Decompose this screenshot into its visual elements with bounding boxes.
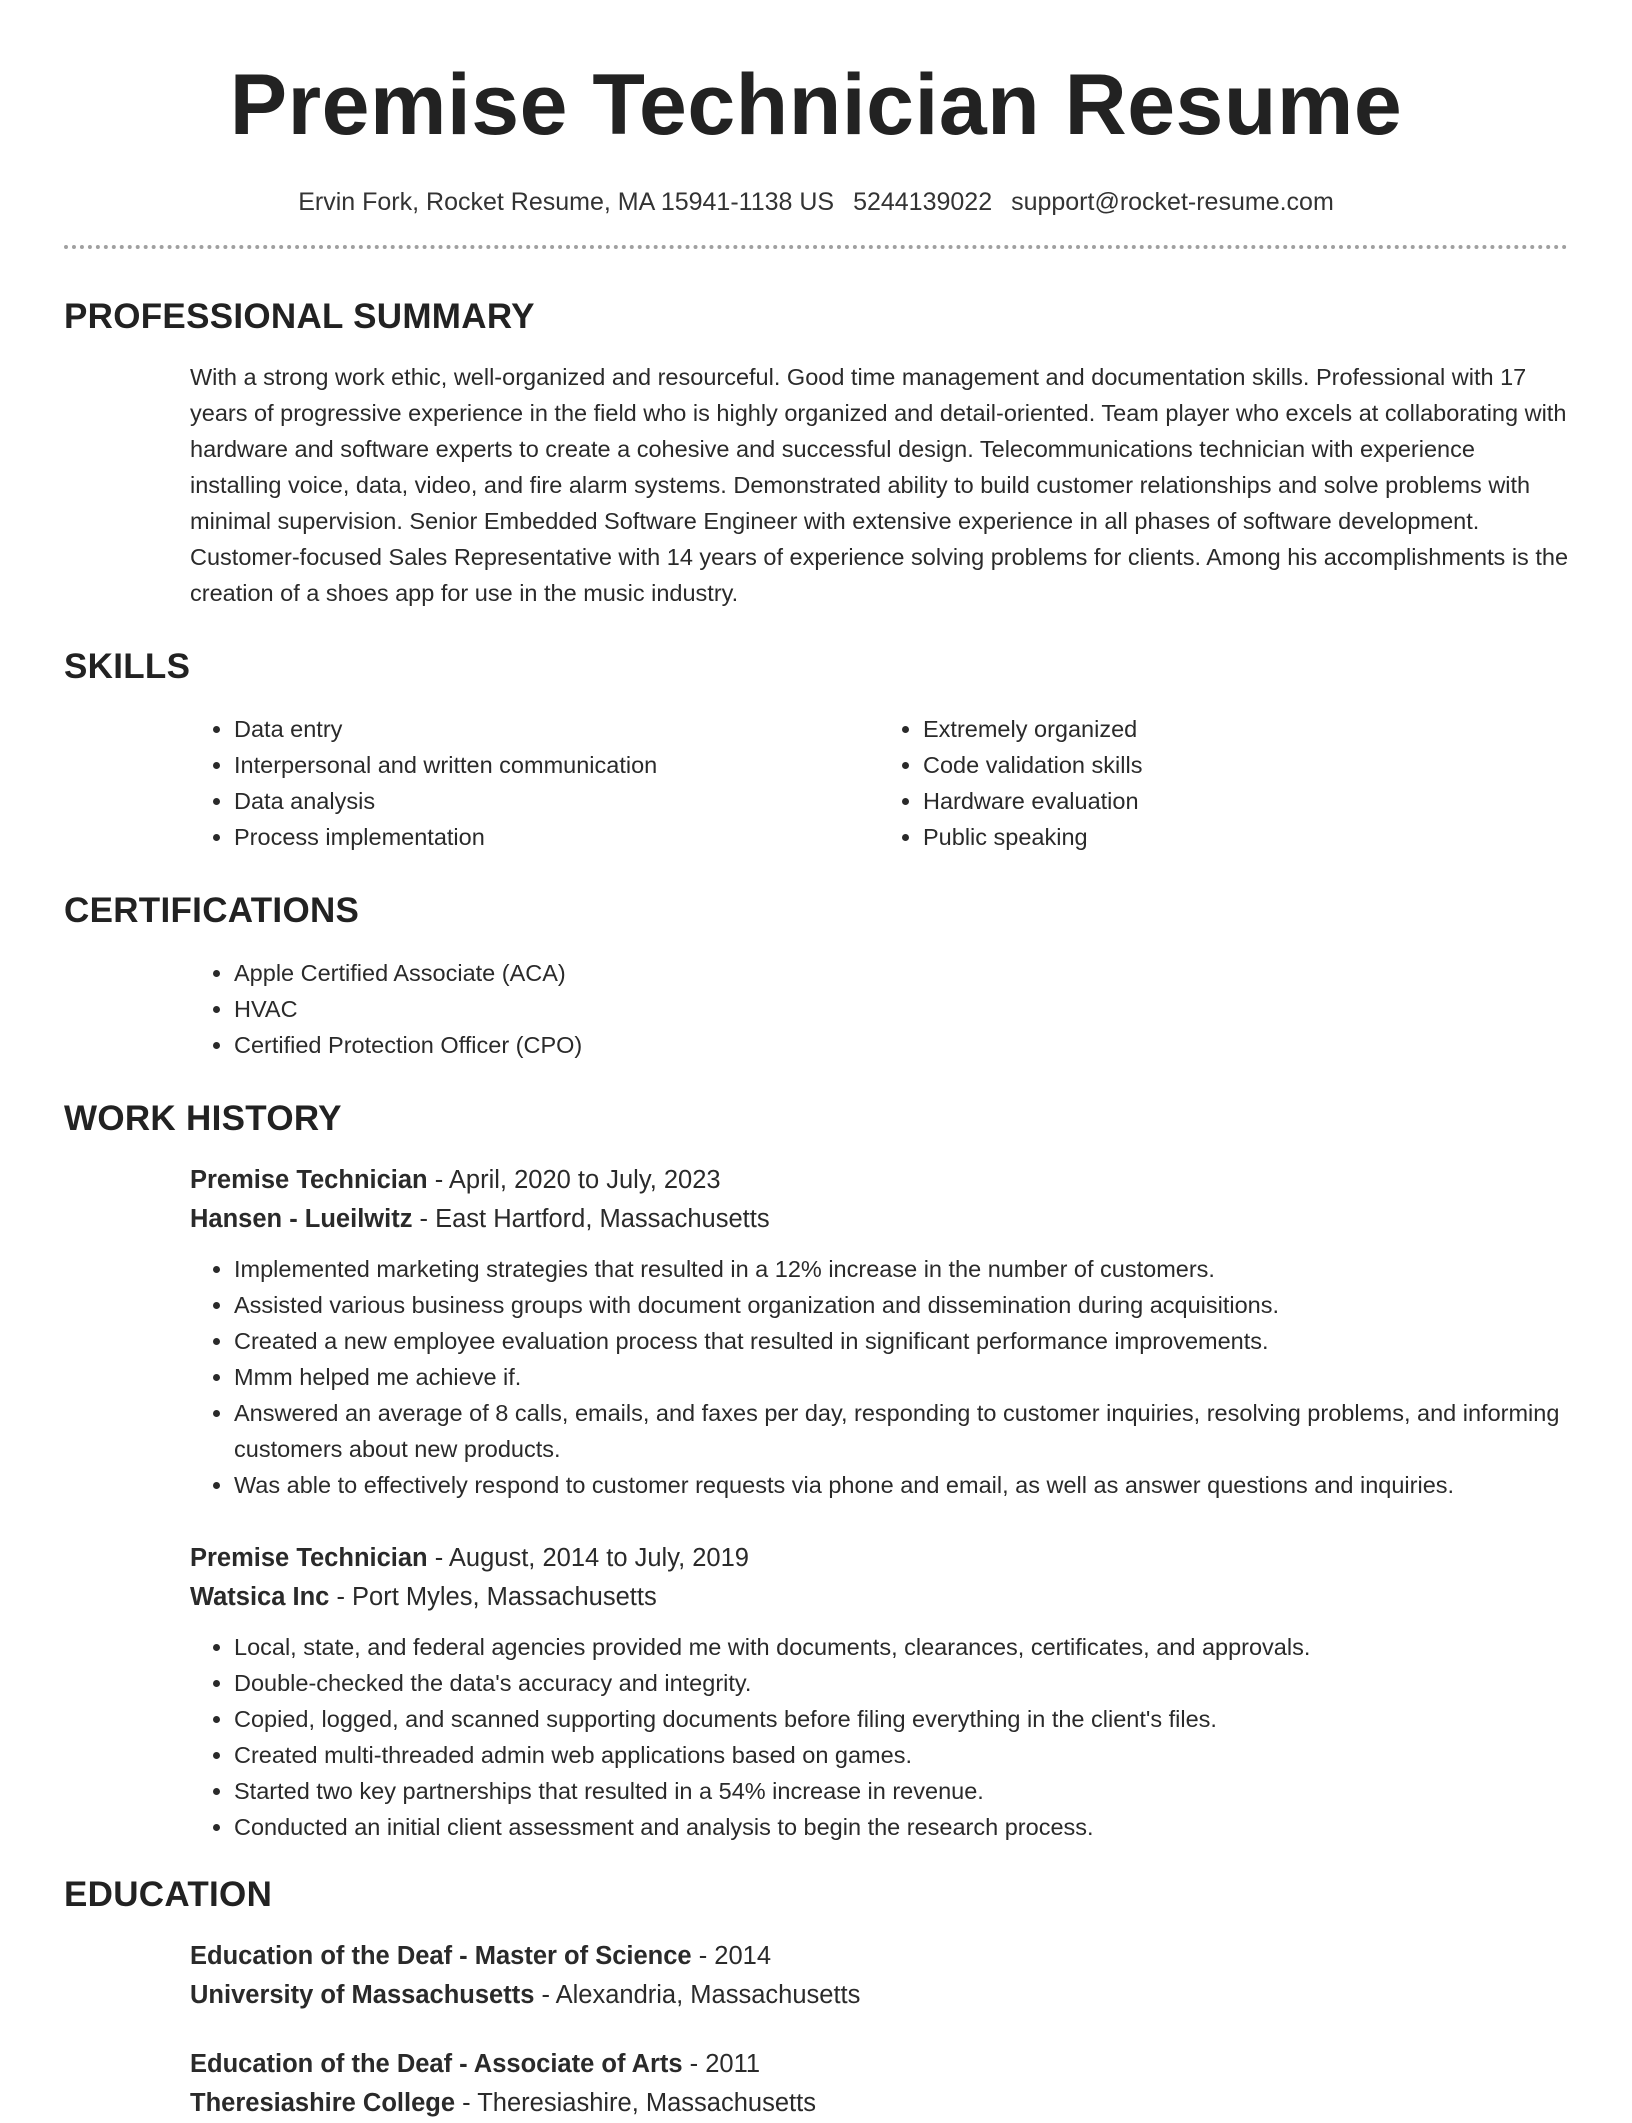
certification-item: • HVAC	[234, 991, 1568, 1027]
job-entry	[190, 1539, 1568, 1845]
job-location: - East Hartford, Massachusetts	[412, 1205, 770, 1233]
certifications-section	[64, 891, 1568, 1063]
job-company-line	[190, 1578, 1568, 1617]
job-bullet: • Created a new employee evaluation process that resulted in significant performance improvements.	[234, 1323, 1568, 1359]
skill-item: • Process implementation	[234, 819, 879, 855]
job-bullets	[190, 1629, 1568, 1845]
education-location: - Alexandria, Massachusetts	[534, 1981, 861, 2009]
job-location: - Port Myles, Massachusetts	[329, 1583, 657, 1611]
job-bullet: • Answered an average of 8 calls, emails, and faxes per day, responding to customer inquiries, resolving problems, and informing customers about new products.	[234, 1395, 1568, 1467]
job-title-line	[190, 1161, 1568, 1200]
education-degree-line	[190, 2045, 1568, 2084]
education-section	[64, 1875, 1568, 2123]
certification-item: • Certified Protection Officer (CPO)	[234, 1027, 1568, 1063]
skills-list-right	[879, 711, 1568, 855]
header-divider	[64, 245, 1568, 249]
job-company-line	[190, 1200, 1568, 1239]
skill-item: • Code validation skills	[923, 747, 1568, 783]
summary-heading: PROFESSIONAL SUMMARY	[64, 297, 535, 336]
education-school-line	[190, 1976, 1568, 2015]
job-bullets	[190, 1251, 1568, 1503]
job-bullet: • Created multi-threaded admin web applications based on games.	[234, 1737, 1568, 1773]
education-entry	[190, 2045, 1568, 2123]
skills-grid	[190, 711, 1568, 855]
education-heading: EDUCATION	[64, 1875, 273, 1914]
education-year: - 2011	[682, 2050, 761, 2078]
education-location: - Theresiashire, Massachusetts	[455, 2089, 816, 2117]
skills-section	[64, 647, 1568, 855]
job-dates: - April, 2020 to July, 2023	[427, 1166, 721, 1194]
skills-heading: SKILLS	[64, 647, 191, 686]
job-title-line	[190, 1539, 1568, 1578]
job-bullet: • Double-checked the data's accuracy and integrity.	[234, 1665, 1568, 1701]
education-entry	[190, 1937, 1568, 2015]
work-history-heading: WORK HISTORY	[64, 1099, 342, 1138]
education-school-line	[190, 2084, 1568, 2123]
skill-item: • Interpersonal and written communication	[234, 747, 879, 783]
job-bullet: • Was able to effectively respond to customer requests via phone and email, as well as answer questions and inquiries.	[234, 1467, 1568, 1503]
job-title: Premise Technician	[190, 1544, 428, 1572]
skill-item: • Hardware evaluation	[923, 783, 1568, 819]
certifications-list	[190, 955, 1568, 1063]
skill-item: • Data analysis	[234, 783, 879, 819]
certification-item: • Apple Certified Associate (ACA)	[234, 955, 1568, 991]
page-title: Premise Technician Resume	[229, 57, 1403, 153]
summary-section	[64, 297, 1568, 611]
education-degree-line	[190, 1937, 1568, 1976]
education-school: Theresiashire College	[190, 2089, 456, 2117]
job-bullet: • Started two key partnerships that resulted in a 54% increase in revenue.	[234, 1773, 1568, 1809]
contact-address: Ervin Fork, Rocket Resume, MA 15941-1138 US	[298, 188, 835, 216]
skill-item: • Extremely organized	[923, 711, 1568, 747]
certifications-heading: CERTIFICATIONS	[64, 891, 360, 930]
job-dates: - August, 2014 to July, 2019	[427, 1544, 749, 1572]
job-bullet: • Local, state, and federal agencies provided me with documents, clearances, certificates, and approvals.	[234, 1629, 1568, 1665]
skill-item: • Data entry	[234, 711, 879, 747]
education-degree: Education of the Deaf - Master of Science	[190, 1942, 692, 1970]
job-bullet: • Mmm helped me achieve if.	[234, 1359, 1568, 1395]
job-bullet: • Conducted an initial client assessment and analysis to begin the research process.	[234, 1809, 1568, 1845]
skill-item: • Public speaking	[923, 819, 1568, 855]
job-bullet: • Copied, logged, and scanned supporting documents before filing everything in the client's files.	[234, 1701, 1568, 1737]
skills-list-left	[190, 711, 879, 855]
job-company: Hansen - Lueilwitz	[190, 1205, 413, 1233]
job-entry	[190, 1161, 1568, 1503]
work-history-section	[64, 1099, 1568, 1845]
job-bullet: • Implemented marketing strategies that resulted in a 12% increase in the number of customers.	[234, 1251, 1568, 1287]
job-title: Premise Technician	[190, 1166, 428, 1194]
contact-email: support@rocket-resume.com	[1011, 188, 1334, 216]
education-school: University of Massachusetts	[190, 1981, 535, 2009]
summary-text: With a strong work ethic, well-organized and resourceful. Good time management and documentation skills. Professional with 17 years of progressive experience in the field who is highly organized and detail-oriented. Team player who excels at collaborating with hardware and software experts to create a cohesive and successful design. Telecommunications technician with experience installing voice, data, video, and fire alarm systems. Demonstrated ability to build customer relationships and solve problems with minimal supervision. Senior Embedded Software Engineer with extensive experience in all phases of software development. Customer-focused Sales Representative with 14 years of experience solving problems for clients. Among his accomplishments is the creation of a shoes app for use in the music industry.	[190, 364, 1569, 606]
contact-phone: 5244139022	[853, 188, 993, 216]
job-bullet: • Assisted various business groups with document organization and dissemination during acquisitions.	[234, 1287, 1568, 1323]
contact-line	[64, 188, 1568, 217]
education-year: - 2014	[691, 1942, 771, 1970]
job-company: Watsica Inc	[190, 1583, 330, 1611]
education-degree: Education of the Deaf - Associate of Arts	[190, 2050, 683, 2078]
